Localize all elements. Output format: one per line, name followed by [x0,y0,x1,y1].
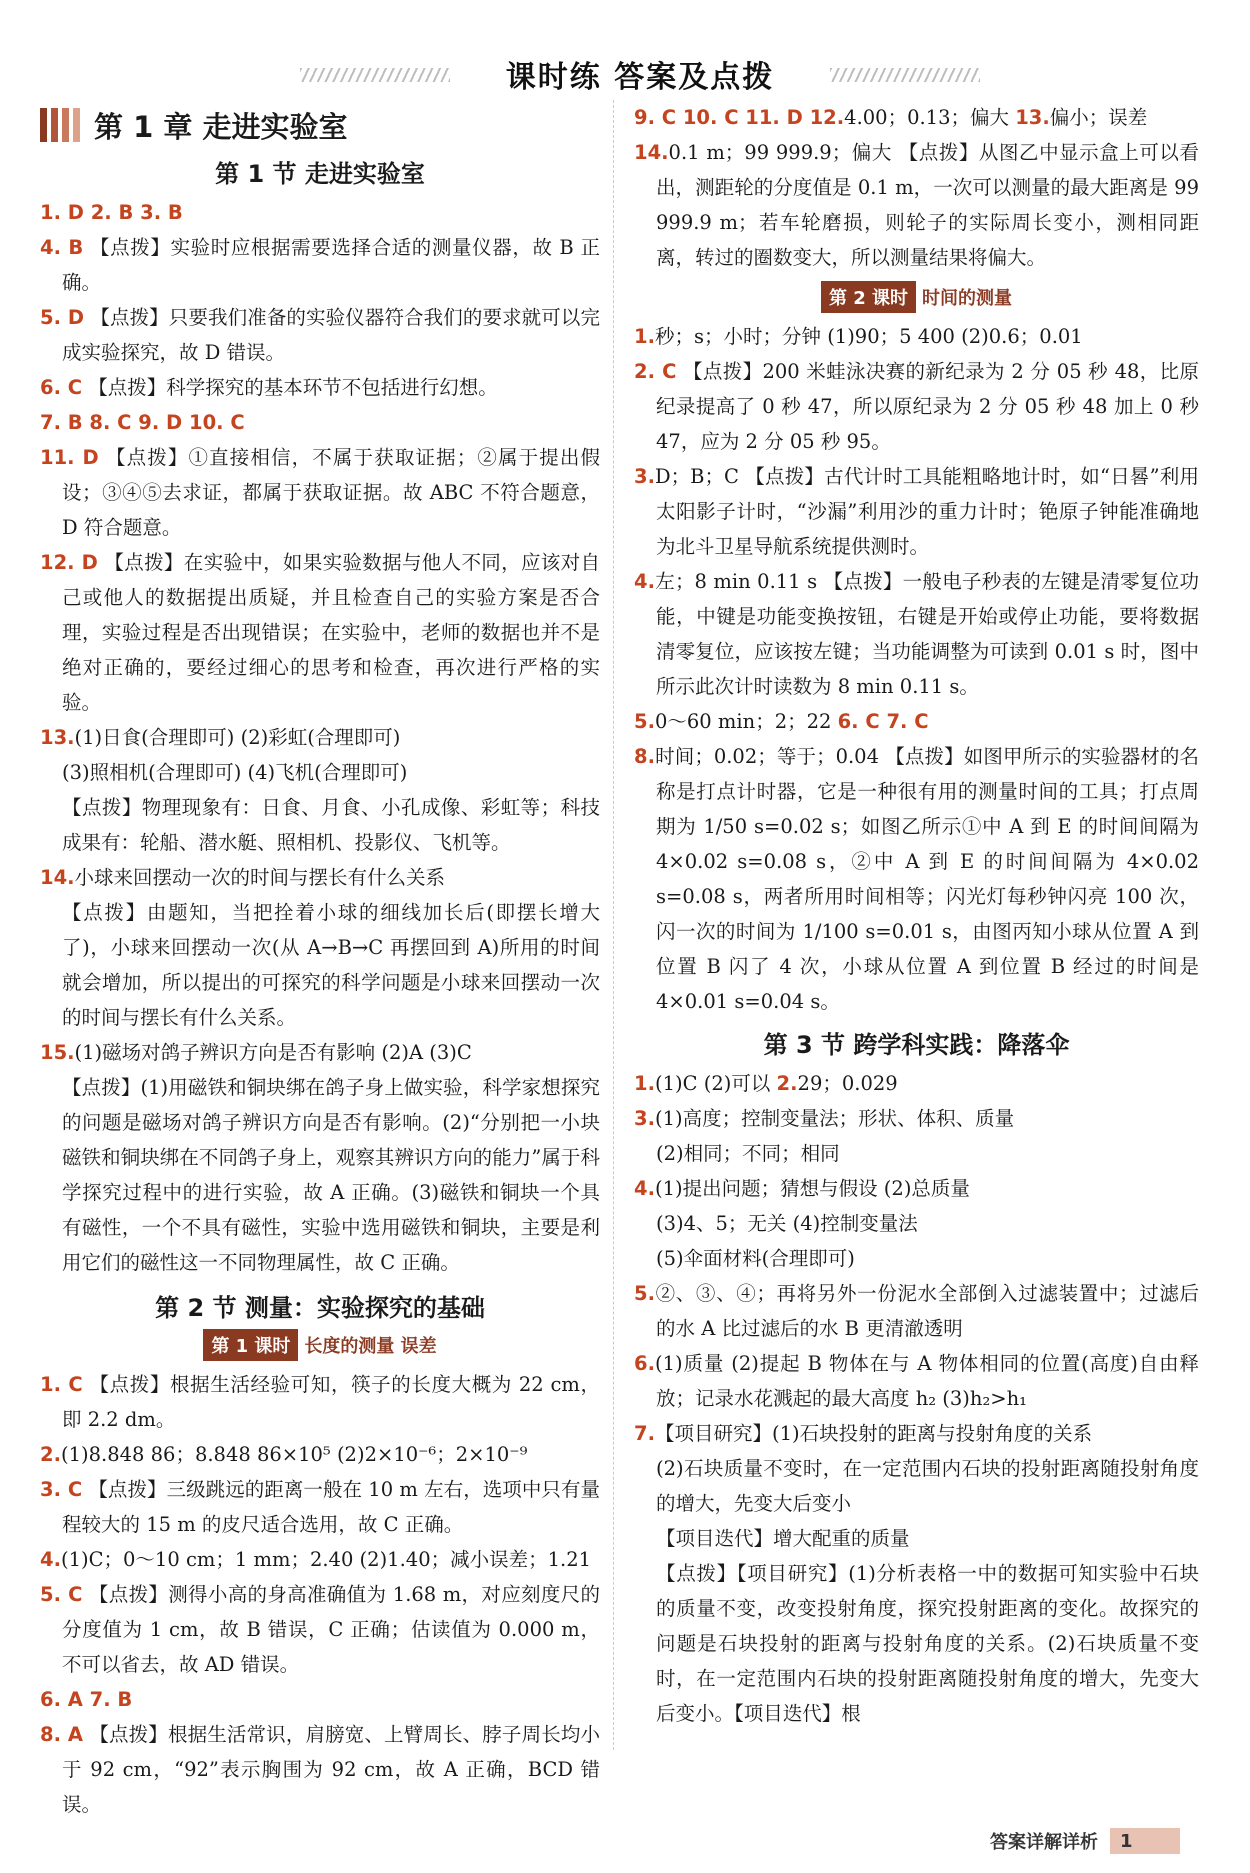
answer-item: 7.【项目研究】(1)石块投射的距离与投射角度的关系 [634,1422,1093,1445]
answer-item: 4.(1)提出问题；猜想与假设 (2)总质量 [634,1177,970,1200]
page-header [290,48,990,100]
answer-item: 8.时间；0.02；等于；0.04 【点拨】如图甲所示的实验器材的名称是打点计时器，它是一种很有用的测量时间的工具；打点周期为 1/50 s=0.02 s；如图乙所示①中 A 到 E 的时间间隔为 4×0.02 s=0.08 s，②中 A 到 E 的时间间隔为 4×0.02 s=0.08 s，两者所用时间相等；闪光灯每秒钟闪亮 100 次，闪一次的时间为 1/100 s=0.01 s，由图丙知小球从位置 A 到位置 B 闪了 4 次，小球从位置 A 到位置 B 经过的时间是 4×0.01 s=0.04 s。 [634,745,1199,1013]
answer-item: 14.0.1 m；99 999.9；偏大 【点拨】从图乙中显示盒上可以看出，测距轮的分度值是 0.1 m，一次可以测量的最大距离是 99 999.9 m；若车轮磨损，则轮子的实际周长变小，测相同距离，转过的圈数变大，所以测量结果将偏大。 [634,141,1199,269]
answer-item: 4.(1)C；0～10 cm；1 mm；2.40 (2)1.40；减小误差；1.21 [40,1548,592,1571]
lesson-badge: 第 2 课时 [821,281,916,313]
page-footer [990,1826,1180,1856]
page-number: 1 [1110,1828,1180,1854]
chapter-heading [40,100,600,150]
lesson-heading [634,281,1199,313]
answer-item: 3.(1)高度；控制变量法；形状、体积、质量 [634,1107,1015,1130]
answer-item: 1.(1)C (2)可以 2.29；0.029 [634,1072,898,1095]
answer-continuation: (3)4、5；无关 (4)控制变量法 [656,1212,918,1235]
answer-item: 1. D 2. B 3. B [40,201,183,224]
answer-item: 9. C 10. C 11. D 12.4.00；0.13；偏大 13.偏小；误差 [634,106,1148,129]
answer-item: 5. D 【点拨】只要我们准备的实验仪器符合我们的要求就可以完成实验探究，故 D 错误。 [40,306,600,364]
section-title: 第 1 节 走进实验室 [215,160,425,188]
section-title: 第 3 节 跨学科实践：降落伞 [763,1031,1070,1059]
chapter-title: 第 1 章 走进实验室 [94,109,348,144]
answer-explanation: 【点拨】(1)用磁铁和铜块绑在鸽子身上做实验，科学家想探究的问题是磁场对鸽子辨识方向是否有影响。(2)“分别把一小块磁铁和铜块绑在不同鸽子身上，观察其辨识方向的能力”属于科学探究过程中的进行实验，故 A 正确。(3)磁铁和铜块一个具有磁性，一个不具有磁性，实验中选用磁铁和铜块，主要是利用它们的磁性这一不同物理属性，故 C 正确。 [62,1076,600,1274]
answer-item: 7. B 8. C 9. D 10. C [40,411,245,434]
answer-item: 4.左；8 min 0.11 s 【点拨】一般电子秒表的左键是清零复位功能，中键是功能变换按钮，右键是开始或停止功能，要将数据清零复位，应该按左键；当功能调整为可读到 0.01 s 时，图中所示此次计时读数为 8 min 0.11 s。 [634,570,1199,698]
page-title: 课时练 答案及点拨 [505,60,775,95]
answer-item: 6. C 【点拨】科学探究的基本环节不包括进行幻想。 [40,376,498,399]
answer-continuation: (3)照相机(合理即可) (4)飞机(合理即可) [62,761,408,784]
footer-label: 答案详解详析 [990,1832,1098,1853]
answer-item: 1.秒；s；小时；分钟 (1)90；5 400 (2)0.6；0.01 [634,325,1083,348]
answer-item: 8. A 【点拨】根据生活常识，肩膀宽、上臂周长、脖子周长均小于 92 cm，“92”表示胸围为 92 cm，故 A 正确，BCD 错误。 [40,1723,601,1816]
answer-item: 5.0～60 min；2；22 6. C 7. C [634,710,929,733]
answer-explanation: 【点拨】【项目研究】(1)分析表格一中的数据可知实验中石块的质量不变，改变投射角度，探究投射距离的变化。故探究的问题是石块投射的距离与投射角度的关系。(2)石块质量不变时，在一定范围内石块的投射距离随投射角度的增大，先变大后变小。【项目迭代】根 [656,1562,1199,1725]
answer-item: 13.(1)日食(合理即可) (2)彩虹(合理即可) [40,726,401,749]
right-column [634,100,1199,1731]
column-divider [613,100,614,1750]
answer-item: 6.(1)质量 (2)提起 B 物体在与 A 物体相同的位置(高度)自由释放；记录水花溅起的最大高度 h₂ (3)h₂>h₁ [634,1352,1199,1410]
answer-item: 2. C 【点拨】200 米蛙泳决赛的新纪录为 2 分 05 秒 48，比原纪录提高了 0 秒 47，所以原纪录为 2 分 05 秒 48 加上 0 秒 47，应为 2 分 05 秒 95。 [634,360,1199,453]
lesson-name: 长度的测量 误差 [304,1336,437,1357]
answer-continuation: 【项目迭代】增大配重的质量 [656,1527,910,1550]
answer-continuation: (2)相同；不同；相同 [656,1142,840,1165]
answer-item: 1. C 【点拨】根据生活经验可知，筷子的长度大概为 22 cm，即 2.2 dm。 [40,1373,600,1431]
section-title: 第 2 节 测量：实验探究的基础 [155,1294,485,1322]
answer-item: 15.(1)磁场对鸽子辨识方向是否有影响 (2)A (3)C [40,1041,472,1064]
answer-item: 12. D 【点拨】在实验中，如果实验数据与他人不同，应该对自己或他人的数据提出质疑，并且检查自己的实验方案是否合理，实验过程是否出现错误；在实验中，老师的数据也并不是绝对正确的，要经过细心的思考和检查，再次进行严格的实验。 [40,551,600,714]
header-decoration-left [300,68,450,82]
answer-item: 6. A 7. B [40,1688,133,1711]
answer-item: 11. D 【点拨】①直接相信，不属于获取证据；②属于提出假设；③④⑤去求证，都属于获取证据。故 ABC 不符合题意，D 符合题意。 [40,446,600,539]
lesson-name: 时间的测量 [922,288,1013,309]
chapter-bars-icon [40,108,80,142]
answer-item: 4. B 【点拨】实验时应根据需要选择合适的测量仪器，故 B 正确。 [40,236,600,294]
left-column [40,100,600,1822]
header-decoration-right [830,68,980,82]
answer-item: 2.(1)8.848 86；8.848 86×10⁵ (2)2×10⁻⁶；2×10⁻⁹ [40,1443,528,1466]
answer-continuation: (2)石块质量不变时，在一定范围内石块的投射距离随投射角度的增大，先变大后变小 [656,1457,1199,1515]
answer-item: 3. C 【点拨】三级跳远的距离一般在 10 m 左右，选项中只有量程较大的 15 m 的皮尺适合选用，故 C 正确。 [40,1478,600,1536]
answer-item: 14.小球来回摆动一次的时间与摆长有什么关系 [40,866,446,889]
lesson-heading [40,1329,600,1361]
answer-item: 5.②、③、④；再将另外一份泥水全部倒入过滤装置中；过滤后的水 A 比过滤后的水 B 更清澈透明 [634,1282,1199,1340]
lesson-badge: 第 1 课时 [203,1329,298,1361]
answer-explanation: 【点拨】由题知，当把拴着小球的细线加长后(即摆长增大了)，小球来回摆动一次(从 A→B→C 再摆回到 A)所用的时间就会增加，所以提出的可探究的科学问题是小球来回摆动一次的时间与摆长有什么关系。 [62,901,600,1029]
answer-item: 5. C 【点拨】测得小高的身高准确值为 1.68 m，对应刻度尺的分度值为 1 cm，故 B 错误，C 正确；估读值为 0.000 m，不可以省去，故 AD 错误。 [40,1583,600,1676]
answer-continuation: (5)伞面材料(合理即可) [656,1247,855,1270]
answer-explanation: 【点拨】物理现象有：日食、月食、小孔成像、彩虹等；科技成果有：轮船、潜水艇、照相机、投影仪、飞机等。 [62,796,600,854]
answer-item: 3.D；B；C 【点拨】古代计时工具能粗略地计时，如“日晷”利用太阳影子计时，“沙漏”利用沙的重力计时；铯原子钟能准确地为北斗卫星导航系统提供测时。 [634,465,1199,558]
